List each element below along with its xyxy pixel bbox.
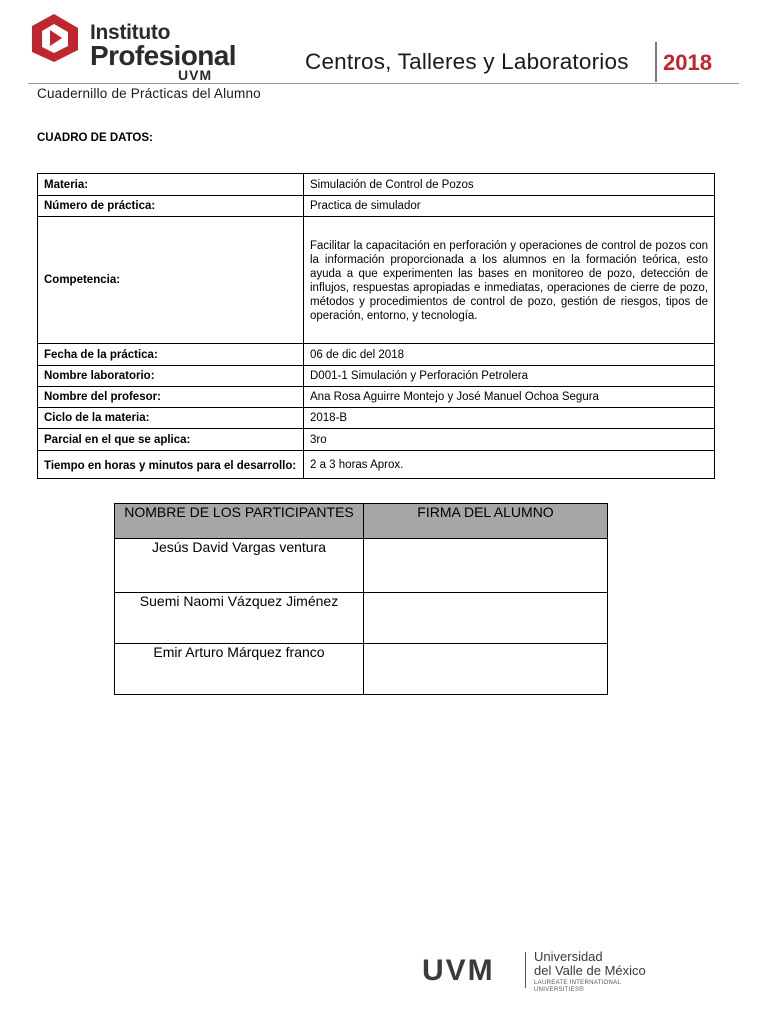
table-row: [38, 174, 715, 196]
logo-text-instituto: Instituto: [90, 21, 171, 44]
institution-logo: [28, 12, 238, 83]
table-row: [38, 429, 715, 451]
row-value: 2 a 3 horas Aprox.: [304, 451, 715, 479]
logo-text-profesional: Profesional: [90, 40, 236, 71]
table-row: [38, 217, 715, 344]
participant-row: [115, 593, 608, 644]
footer-university-line2: del Valle de México: [534, 963, 646, 978]
row-label: Parcial en el que se aplica:: [38, 429, 304, 451]
row-label: Número de práctica:: [38, 196, 304, 217]
header-year: 2018: [663, 50, 712, 75]
row-value: Facilitar la capacitación en perforación y operaciones de control de pozos con la información proporcionada a los alumnos en la formación teórica, esto ayuda a que experimenten las bases en monitoreo de pozo, detección de influjos, respuestas apropiadas e inmediatas, operaciones de cierre de pozo, métodos y procedimientos de control de pozo, gestión de riesgos, tipos de operación, entorno, y tecnología.: [304, 217, 715, 344]
row-label: Materia:: [38, 174, 304, 196]
document-subtitle: Cuadernillo de Prácticas del Alumno: [37, 86, 261, 101]
participant-name: Emir Arturo Márquez franco: [115, 644, 364, 695]
header-rule: [28, 83, 739, 84]
participants-table: [114, 503, 608, 695]
footer-university-line1: Universidad: [534, 949, 603, 964]
table-row: [38, 366, 715, 387]
table-row: [38, 451, 715, 479]
signature-field[interactable]: [364, 644, 608, 695]
row-value: 2018-B: [304, 408, 715, 429]
header-title: Centros, Talleres y Laboratorios: [305, 49, 629, 74]
data-table: [37, 173, 715, 479]
participant-name: Jesús David Vargas ventura: [115, 539, 364, 593]
table-row: [38, 408, 715, 429]
table-row: [38, 344, 715, 366]
participants-header-row: [115, 504, 608, 539]
row-value: Ana Rosa Aguirre Montejo y José Manuel Ochoa Segura: [304, 387, 715, 408]
header-separator: [655, 42, 657, 82]
signature-field[interactable]: [364, 593, 608, 644]
section-label: CUADRO DE DATOS:: [37, 132, 153, 144]
footer-brand: UVM: [422, 954, 495, 987]
row-label: Ciclo de la materia:: [38, 408, 304, 429]
row-value: D001-1 Simulación y Perforación Petrolera: [304, 366, 715, 387]
table-row: [38, 196, 715, 217]
row-label: Fecha de la práctica:: [38, 344, 304, 366]
footer-laureate: LAUREATE INTERNATIONAL UNIVERSITIES®: [534, 980, 621, 993]
row-value: 3ro: [304, 429, 715, 451]
participant-row: [115, 539, 608, 593]
logo-text-uvm: UVM: [178, 67, 213, 83]
header-student-signature: FIRMA DEL ALUMNO: [364, 504, 608, 539]
row-label: Nombre laboratorio:: [38, 366, 304, 387]
header-participant-names: NOMBRE DE LOS PARTICIPANTES: [115, 504, 364, 539]
table-row: [38, 387, 715, 408]
row-label: Tiempo en horas y minutos para el desarrollo:: [38, 451, 304, 479]
row-label: Competencia:: [38, 217, 304, 344]
row-value: 06 de dic del 2018: [304, 344, 715, 366]
signature-field[interactable]: [364, 539, 608, 593]
footer-logo: [422, 950, 662, 992]
row-value: Simulación de Control de Pozos: [304, 174, 715, 196]
uvm-logo-mark-icon: [28, 12, 80, 64]
row-value: Practica de simulador: [304, 196, 715, 217]
row-label: Nombre del profesor:: [38, 387, 304, 408]
participant-row: [115, 644, 608, 695]
footer-separator: [525, 952, 526, 988]
participant-name: Suemi Naomi Vázquez Jiménez: [115, 593, 364, 644]
